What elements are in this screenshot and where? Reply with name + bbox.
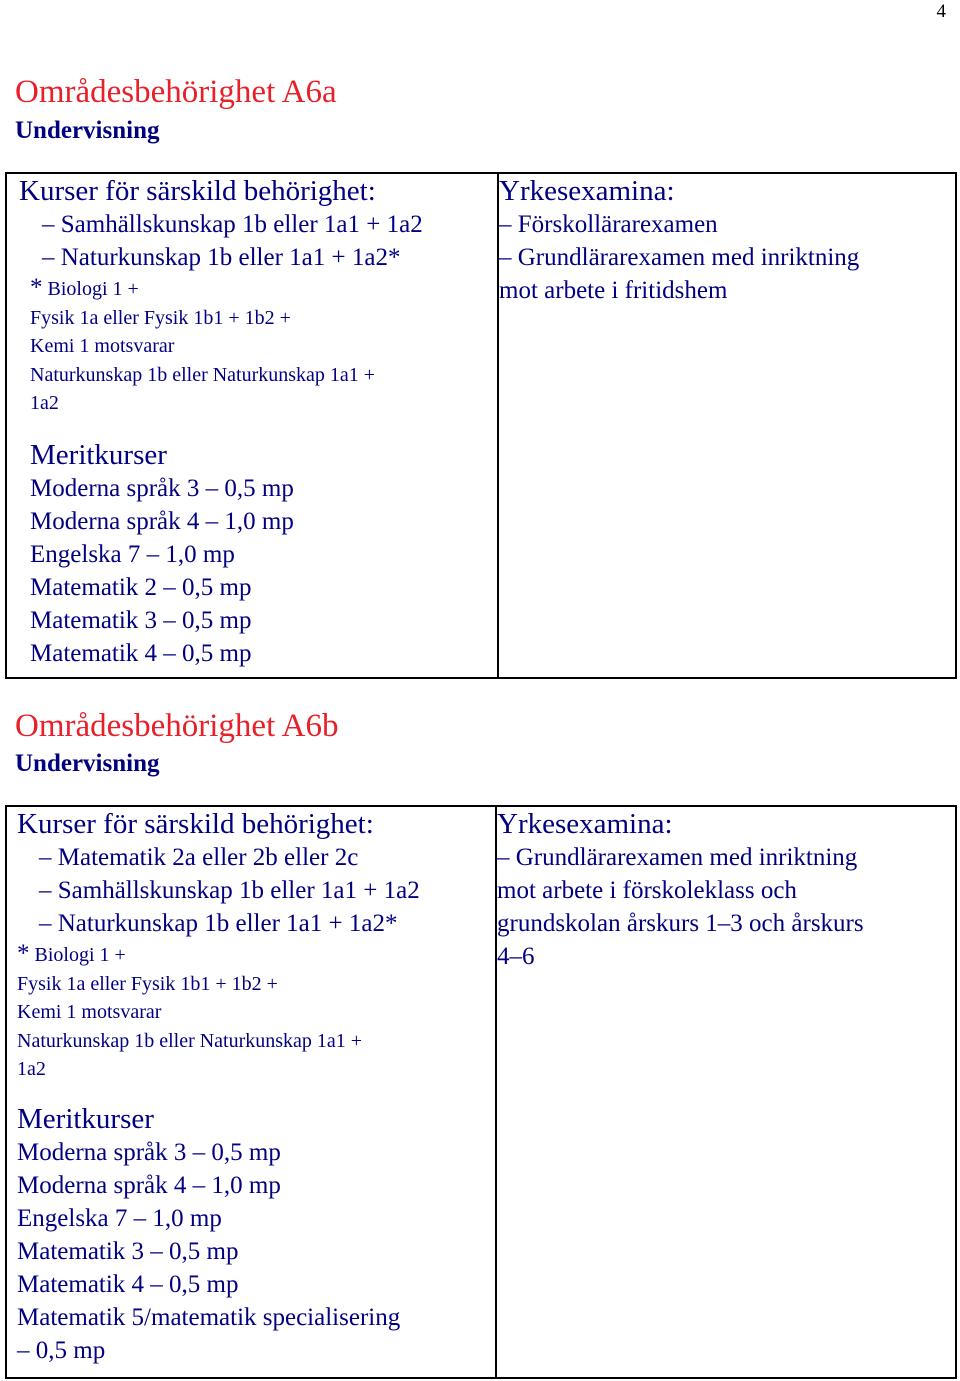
footnote-line: Fysik 1a eller Fysik 1b1 + 1b2 + [17, 972, 278, 995]
section-subtitle-a6b: Undervisning [15, 750, 160, 777]
footnote-line: Biologi 1 + [34, 944, 126, 966]
page-number: 4 [936, 1, 946, 22]
degree-line: 4–6 [497, 943, 535, 970]
merit-line: Moderna språk 4 – 1,0 mp [30, 507, 294, 535]
requirement-line: – Matematik 2a eller 2b eller 2c [39, 844, 359, 871]
degree-line: mot arbete i fritidshem [499, 277, 728, 304]
merit-line: Engelska 7 – 1,0 mp [30, 540, 235, 568]
requirement-line: – Samhällskunskap 1b eller 1a1 + 1a2 [42, 211, 423, 238]
requirement-line: – Samhällskunskap 1b eller 1a1 + 1a2 [39, 877, 420, 904]
footnote-star: * [17, 940, 30, 967]
requirement-line: – Naturkunskap 1b eller 1a1 + 1a2* [42, 244, 401, 271]
merit-line: Moderna språk 4 – 1,0 mp [17, 1171, 281, 1199]
merit-line: Engelska 7 – 1,0 mp [17, 1204, 222, 1232]
footnote-line: 1a2 [17, 1058, 46, 1081]
merit-line: Matematik 4 – 0,5 mp [30, 639, 252, 667]
merit-line: Matematik 3 – 0,5 mp [30, 606, 252, 634]
section-title-a6a: Områdesbehörighet A6a [15, 74, 337, 110]
requirements-heading: Kurser för särskild behörighet: [17, 808, 374, 840]
footnote-line: Biologi 1 + [47, 278, 139, 300]
footnote-line: Naturkunskap 1b eller Naturkunskap 1a1 + [17, 1029, 363, 1052]
section-subtitle-a6a: Undervisning [15, 117, 160, 144]
requirements-heading: Kurser för särskild behörighet: [19, 175, 376, 207]
degree-line: – Förskollärarexamen [499, 211, 718, 238]
degree-line: – Grundlärarexamen med inriktning [499, 244, 860, 271]
merit-heading: Meritkurser [30, 438, 167, 471]
section-title-a6b: Områdesbehörighet A6b [15, 708, 339, 744]
merit-line: Matematik 3 – 0,5 mp [17, 1237, 239, 1265]
degree-line: – Grundlärarexamen med inriktning [497, 844, 858, 871]
footnote-line: Kemi 1 motsvarar [17, 1001, 162, 1024]
degrees-cell [498, 173, 956, 678]
requirements-cell [6, 806, 496, 1378]
footnote-line: Fysik 1a eller Fysik 1b1 + 1b2 + [30, 306, 291, 329]
merit-line: Moderna språk 3 – 0,5 mp [30, 474, 294, 502]
merit-heading: Meritkurser [17, 1102, 154, 1135]
requirement-line: – Naturkunskap 1b eller 1a1 + 1a2* [39, 910, 398, 937]
degree-line: grundskolan årskurs 1–3 och årskurs [497, 910, 864, 937]
degrees-cell [496, 806, 956, 1378]
course-table-a6b [5, 805, 957, 1379]
footnote-line: 1a2 [30, 392, 59, 415]
degrees-heading: Yrkesexamina: [497, 808, 673, 840]
footnote-star: * [30, 274, 43, 301]
merit-line: Moderna språk 3 – 0,5 mp [17, 1138, 281, 1166]
degree-line: mot arbete i förskoleklass och [497, 877, 797, 904]
requirements-cell [6, 173, 498, 678]
course-table-a6a [5, 172, 957, 679]
footnote-line: Kemi 1 motsvarar [30, 335, 175, 358]
merit-line: Matematik 5/matematik specialisering [17, 1303, 401, 1331]
degrees-heading: Yrkesexamina: [499, 175, 675, 207]
merit-line: Matematik 2 – 0,5 mp [30, 573, 252, 601]
merit-line: Matematik 4 – 0,5 mp [17, 1270, 239, 1298]
merit-line: – 0,5 mp [17, 1336, 106, 1364]
footnote-line: Naturkunskap 1b eller Naturkunskap 1a1 + [30, 363, 376, 386]
